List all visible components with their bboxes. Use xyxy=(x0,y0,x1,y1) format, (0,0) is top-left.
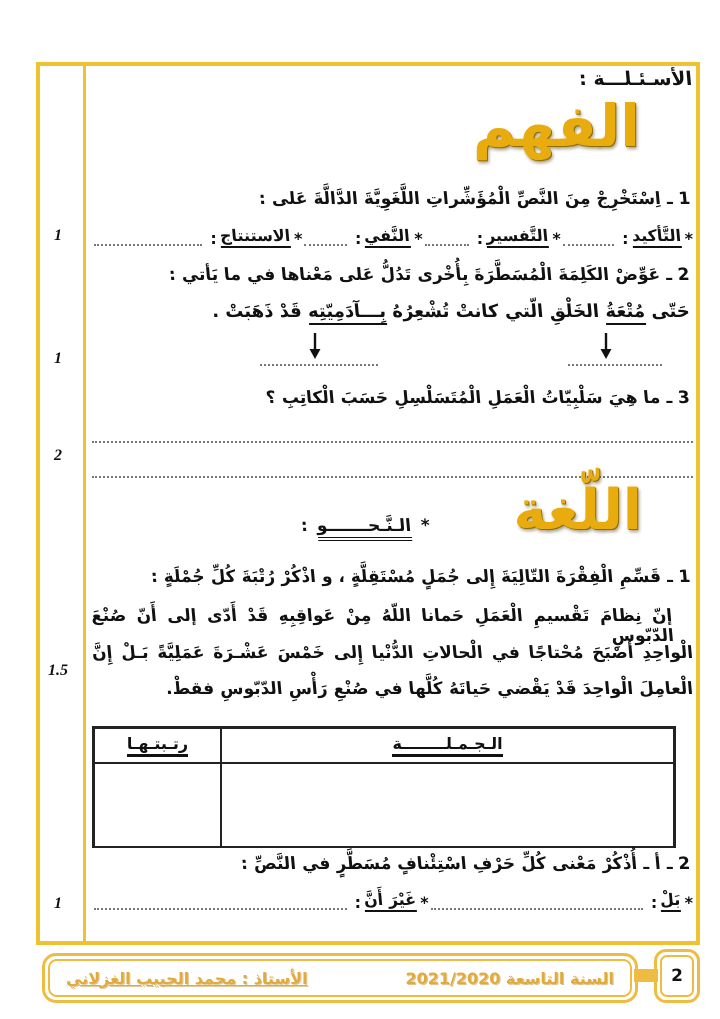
q2a-item-2-label: غَيْرَ أَنَّ xyxy=(363,890,417,912)
q2-sentence xyxy=(211,301,691,322)
margin-divider xyxy=(83,62,86,945)
q1-item-3-label: النَّفي xyxy=(363,226,411,248)
underlined-word-1: مُتْعَةُ xyxy=(605,301,647,325)
q2a-item-1 xyxy=(429,890,693,912)
answer-blank xyxy=(563,232,614,246)
question-1: 1 ـ اِسْتَخْرِجْ مِنَ النَّصِّ الْمُؤَشِّراتِ اللَّغَوِيَّةَ الدَّالَّةَ عَلى : xyxy=(257,189,691,209)
sentences-table xyxy=(92,726,676,848)
paragraph-line-2: الْواحِدِ أَصْبَحَ مُحْتاجًا في الْحالاتِ الدُّنْيا إِلى خَمْسَ عَشْـرَةَ عَمَلِيَّةً بَـلْ إِنَّ xyxy=(91,643,694,663)
score-q3: 2 xyxy=(54,447,62,464)
bullet: * xyxy=(684,893,693,912)
page-number-box xyxy=(654,949,700,1003)
page-number: 2 xyxy=(660,955,694,997)
paragraph-line-3: الْعامِلَ الْواحِدَ قَدْ يَقْضي حَياتَهُ كُلَّها في صُنْعِ رَأْسِ الدّبّوسِ فقطْ. xyxy=(165,679,694,699)
colon: : xyxy=(355,229,362,248)
table-header-sentence: الـجـمـلــــــــة xyxy=(221,728,674,763)
language-title: اللّغة xyxy=(513,478,642,543)
q1-item-2 xyxy=(423,226,561,248)
q1-item-1-label: التَّأكيد xyxy=(631,226,682,248)
q1-item-4 xyxy=(92,226,302,248)
q2a-answer-row xyxy=(92,886,693,912)
q2-sentence-pre: حَتّى xyxy=(644,301,691,322)
score-q2: 1 xyxy=(54,350,62,367)
colon: : xyxy=(622,229,629,248)
answer-blank xyxy=(304,232,347,246)
colon: : xyxy=(354,893,362,912)
answer-line xyxy=(92,429,693,443)
footer-banner-inner xyxy=(48,959,632,997)
grammar-subtitle-word: الـنَّـحـــــــو xyxy=(316,516,413,541)
answer-blank xyxy=(431,896,643,910)
paragraph-line-1: إنّ نِظامَ تَقْسيمِ الْعَمَلِ حَمانا اللّهُ مِنْ عَواقِبِهِ قَدْ أَدّى إلى أَنّ صُنْعَ الدّبّوسِ xyxy=(90,606,675,646)
bullet: * xyxy=(684,229,693,248)
bullet: * xyxy=(552,229,561,248)
score-grammar-q1: 1.5 xyxy=(48,662,68,679)
grammar-question-1: 1 ـ قَسِّمِ الْفِقْرَةَ التّالِيَةَ إِلى جُمَلٍ مُسْتَقِلَّةٍ ، و اذْكُرْ رُتْبَةَ كُلِّ جُمْلَةٍ : xyxy=(149,567,691,587)
answer-blank xyxy=(425,232,469,246)
colon: : xyxy=(650,893,658,912)
grammar-subtitle xyxy=(297,516,431,536)
bullet: * xyxy=(414,229,423,248)
answer-blank xyxy=(94,232,202,246)
q2a-item-1-label: بَلْ xyxy=(659,890,681,912)
teacher-name: الأستاذ : محمد الحبيب الغزلاني xyxy=(66,968,308,988)
question-3: 3 ـ ما هِيَ سَلْبِيّاتُ الْعَمَلِ الْمُتَسَلْسِلِ حَسَبَ الْكاتِبِ ؟ xyxy=(265,388,691,408)
colon: : xyxy=(300,516,309,536)
underlined-word-2: بِـــآدَمِيّتِه xyxy=(307,301,387,325)
q2a-item-2 xyxy=(92,890,429,912)
q2-sentence-mid: الخَلْقِ الّتي كانتْ تُشْعِرُهُ xyxy=(385,301,607,322)
table-cell-rank-empty xyxy=(94,763,221,848)
q1-item-4-label: الاستنتاج xyxy=(219,226,291,248)
colon: : xyxy=(476,229,484,248)
answer-blank xyxy=(260,352,378,366)
score-grammar-q2a: 1 xyxy=(54,895,62,912)
table-cell-sentence-empty xyxy=(221,763,674,848)
q1-item-3 xyxy=(302,226,422,248)
questions-header: الأسـئـلـــة : xyxy=(577,68,693,90)
bullet: * xyxy=(294,229,303,248)
score-q1: 1 xyxy=(54,227,62,244)
q1-item-1 xyxy=(561,226,693,248)
table-header-rank: رتـبتـهـا xyxy=(94,728,221,763)
grammar-question-2a: 2 ـ أ ـ أُذْكُرْ مَعْنى كُلِّ حَرْفِ اسْتِئْنافٍ مُسَطَّرٍ في النَّصِّ : xyxy=(239,854,691,874)
comprehension-title: الفهم xyxy=(472,92,640,160)
answer-line xyxy=(92,464,693,478)
bullet: * xyxy=(420,516,431,536)
colon: : xyxy=(210,229,217,248)
q1-item-2-label: التَّفسير xyxy=(485,226,549,248)
footer-banner xyxy=(42,953,638,1003)
question-2: 2 ـ عَوِّضْ الكَلِمَةَ الْمُسَطَّرَةَ بِأُخْرى تَدُلُّ عَلى مَعْناها في ما يَأتي : xyxy=(168,265,691,285)
bullet: * xyxy=(420,893,429,912)
school-year: السنة التاسعة 2021/2020 xyxy=(405,968,614,988)
q2-sentence-post: قَدْ ذَهَبَتْ . xyxy=(211,301,310,322)
answer-blank xyxy=(568,352,662,366)
q1-answer-row xyxy=(92,222,693,248)
answer-blank xyxy=(94,896,347,910)
